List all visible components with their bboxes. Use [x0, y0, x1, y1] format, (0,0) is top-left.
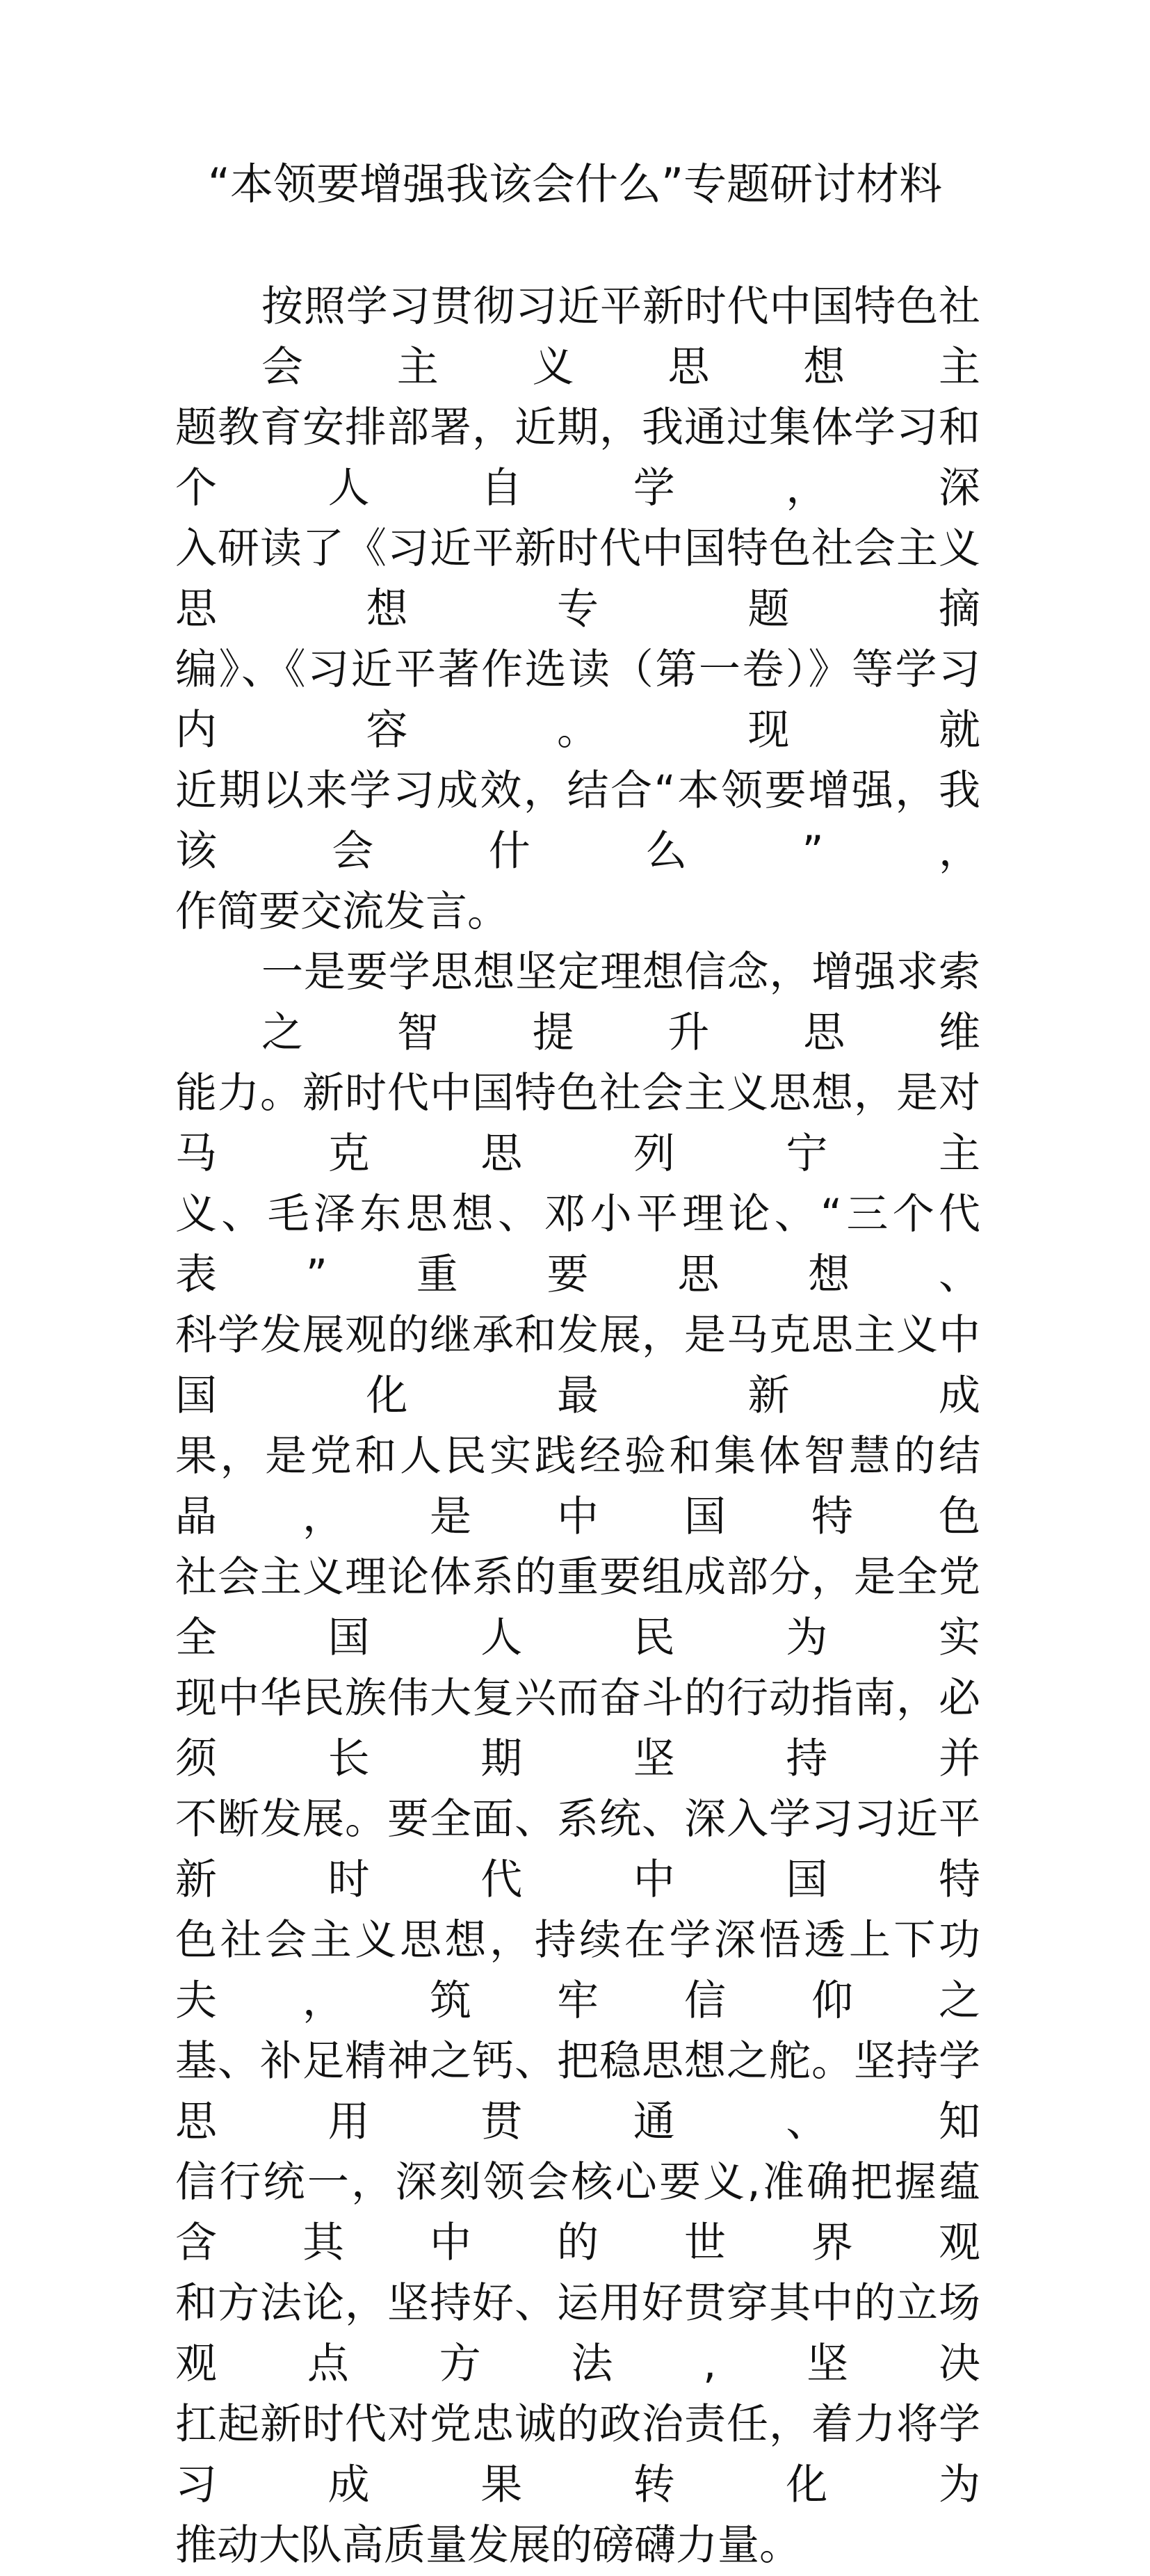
- document-title: “本领要增强我该会什么”专题研讨材料: [207, 159, 943, 209]
- document-body: [175, 277, 980, 2576]
- text-line: 科学发展观的继承和发展，是马克思主义中国化最新成: [175, 1311, 980, 1420]
- text-line: 题教育安排部署，近期，我通过集体学习和个人自学，深: [175, 403, 980, 513]
- text-line: 社会主义理论体系的重要组成部分，是全党全国人民为实: [175, 1553, 980, 1662]
- text-line: 现中华民族伟大复兴而奋斗的行动指南，必须长期坚持并: [175, 1674, 980, 1783]
- text-line: 推动大队高质量发展的磅礴力量。: [175, 2521, 801, 2570]
- text-line: 近期以来学习成效，结合“本领要增强，我该会什么”，: [175, 766, 980, 876]
- text-line: 能力。新时代中国特色社会主义思想，是对马克思列宁主: [175, 1069, 980, 1178]
- paragraph-intro: [175, 277, 980, 942]
- text-line: 和方法论，坚持好、运用好贯穿其中的立场观点方法,坚决: [175, 2279, 980, 2388]
- text-line: 色社会主义思想，持续在学深悟透上下功夫，筑牢信仰之: [175, 1916, 980, 2025]
- text-line: 不断发展。要全面、系统、深入学习习近平新时代中国特: [175, 1795, 980, 1904]
- paragraph-point-one: [175, 942, 980, 2576]
- text-line: 作简要交流发言。: [175, 887, 509, 936]
- text-line: 义、毛泽东思想、邓小平理论、“三个代表”重要思想、: [175, 1190, 980, 1299]
- text-line: 按照学习贯彻习近平新时代中国特色社会主义思想主: [261, 282, 980, 392]
- text-line: 信行统一，深刻领会核心要义,准确把握蕴含其中的世界观: [175, 2158, 980, 2267]
- text-line: 果，是党和人民实践经验和集体智慧的结晶，是中国特色: [175, 1432, 980, 1541]
- text-line: 扛起新时代对党忠诚的政治责任，着力将学习成果转化为: [175, 2400, 980, 2509]
- text-line: 基、补足精神之钙、把稳思想之舵。坚持学思用贯通、知: [175, 2037, 980, 2146]
- text-line: 一是要学思想坚定理想信念，增强求索之智提升思维: [261, 948, 980, 1057]
- text-line: 编》、《习近平著作选读（第一卷）》等学习内容。现就: [175, 645, 980, 755]
- text-line: 入研读了《习近平新时代中国特色社会主义思想专题摘: [175, 524, 980, 634]
